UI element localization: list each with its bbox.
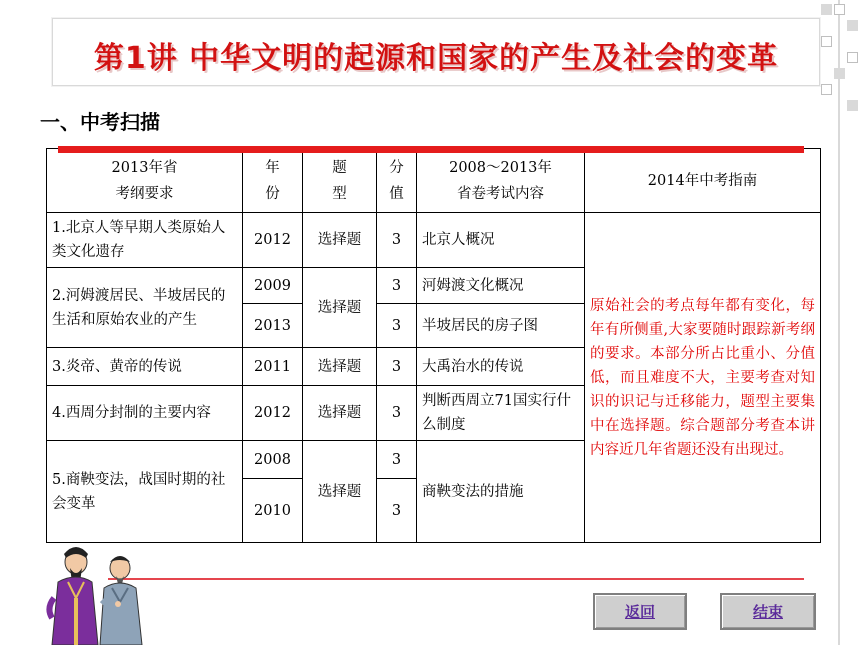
cell-year: 2012 — [243, 386, 303, 441]
title-frame — [52, 18, 820, 86]
cell-score: 3 — [377, 348, 417, 386]
exam-table — [46, 148, 821, 543]
cell-content: 商鞅变法的措施 — [417, 441, 585, 543]
cell-score: 3 — [377, 304, 417, 348]
cell-type: 选择题 — [303, 386, 377, 441]
cell-type: 选择题 — [303, 213, 377, 268]
end-button[interactable]: 结束 — [720, 593, 816, 630]
cell-score: 3 — [377, 441, 417, 479]
cell-type: 选择题 — [303, 441, 377, 543]
cell-content: 北京人概况 — [417, 213, 585, 268]
back-button[interactable]: 返回 — [593, 593, 687, 630]
footer-divider — [108, 578, 804, 580]
ancient-figures-illustration — [46, 538, 146, 645]
cell-year: 2008 — [243, 441, 303, 479]
cell-type: 选择题 — [303, 348, 377, 386]
cell-content: 半坡居民的房子图 — [417, 304, 585, 348]
table-row — [47, 213, 821, 268]
cell-score: 3 — [377, 213, 417, 268]
cell-score: 3 — [377, 268, 417, 304]
cell-year: 2010 — [243, 479, 303, 543]
accent-bar — [58, 146, 804, 153]
cell-year: 2013 — [243, 304, 303, 348]
cell-year: 2012 — [243, 213, 303, 268]
header-question-type: 题 型 — [303, 149, 377, 213]
cell-requirement: 3.炎帝、黄帝的传说 — [47, 348, 243, 386]
cell-content: 大禹治水的传说 — [417, 348, 585, 386]
header-year: 年 份 — [243, 149, 303, 213]
cell-year: 2009 — [243, 268, 303, 304]
cell-requirement: 1.北京人等早期人类原始人类文化遗存 — [47, 213, 243, 268]
cell-content: 判断西周立71国实行什么制度 — [417, 386, 585, 441]
cell-content: 河姆渡文化概况 — [417, 268, 585, 304]
cell-type: 选择题 — [303, 268, 377, 348]
decorative-side-strip — [818, 0, 860, 645]
section-heading: 一、中考扫描 — [40, 110, 160, 134]
header-requirement: 2013年省 考纲要求 — [47, 149, 243, 213]
page-title: 第1讲 中华文明的起源和国家的产生及社会的变革 — [93, 41, 779, 76]
header-exam-content: 2008～2013年 省卷考试内容 — [417, 149, 585, 213]
cell-requirement: 4.西周分封制的主要内容 — [47, 386, 243, 441]
cell-year: 2011 — [243, 348, 303, 386]
cell-requirement: 2.河姆渡居民、半坡居民的生活和原始农业的产生 — [47, 268, 243, 348]
cell-requirement: 5.商鞅变法，战国时期的社会变革 — [47, 441, 243, 543]
table-header-row — [47, 149, 821, 213]
guide-text: 原始社会的考点每年都有变化，每年有所侧重,大家要随时跟踪新考纲的要求。本部分所占比重小、分值低，而且难度不大，主要考查对知识的识记与迁移能力，题型主要集中在选择题。综合题部分考查本讲内容近几年省题还没有出现过。 — [585, 213, 821, 543]
cell-score: 3 — [377, 479, 417, 543]
header-score: 分 值 — [377, 149, 417, 213]
cell-score: 3 — [377, 386, 417, 441]
header-guide: 2014年中考指南 — [585, 149, 821, 213]
